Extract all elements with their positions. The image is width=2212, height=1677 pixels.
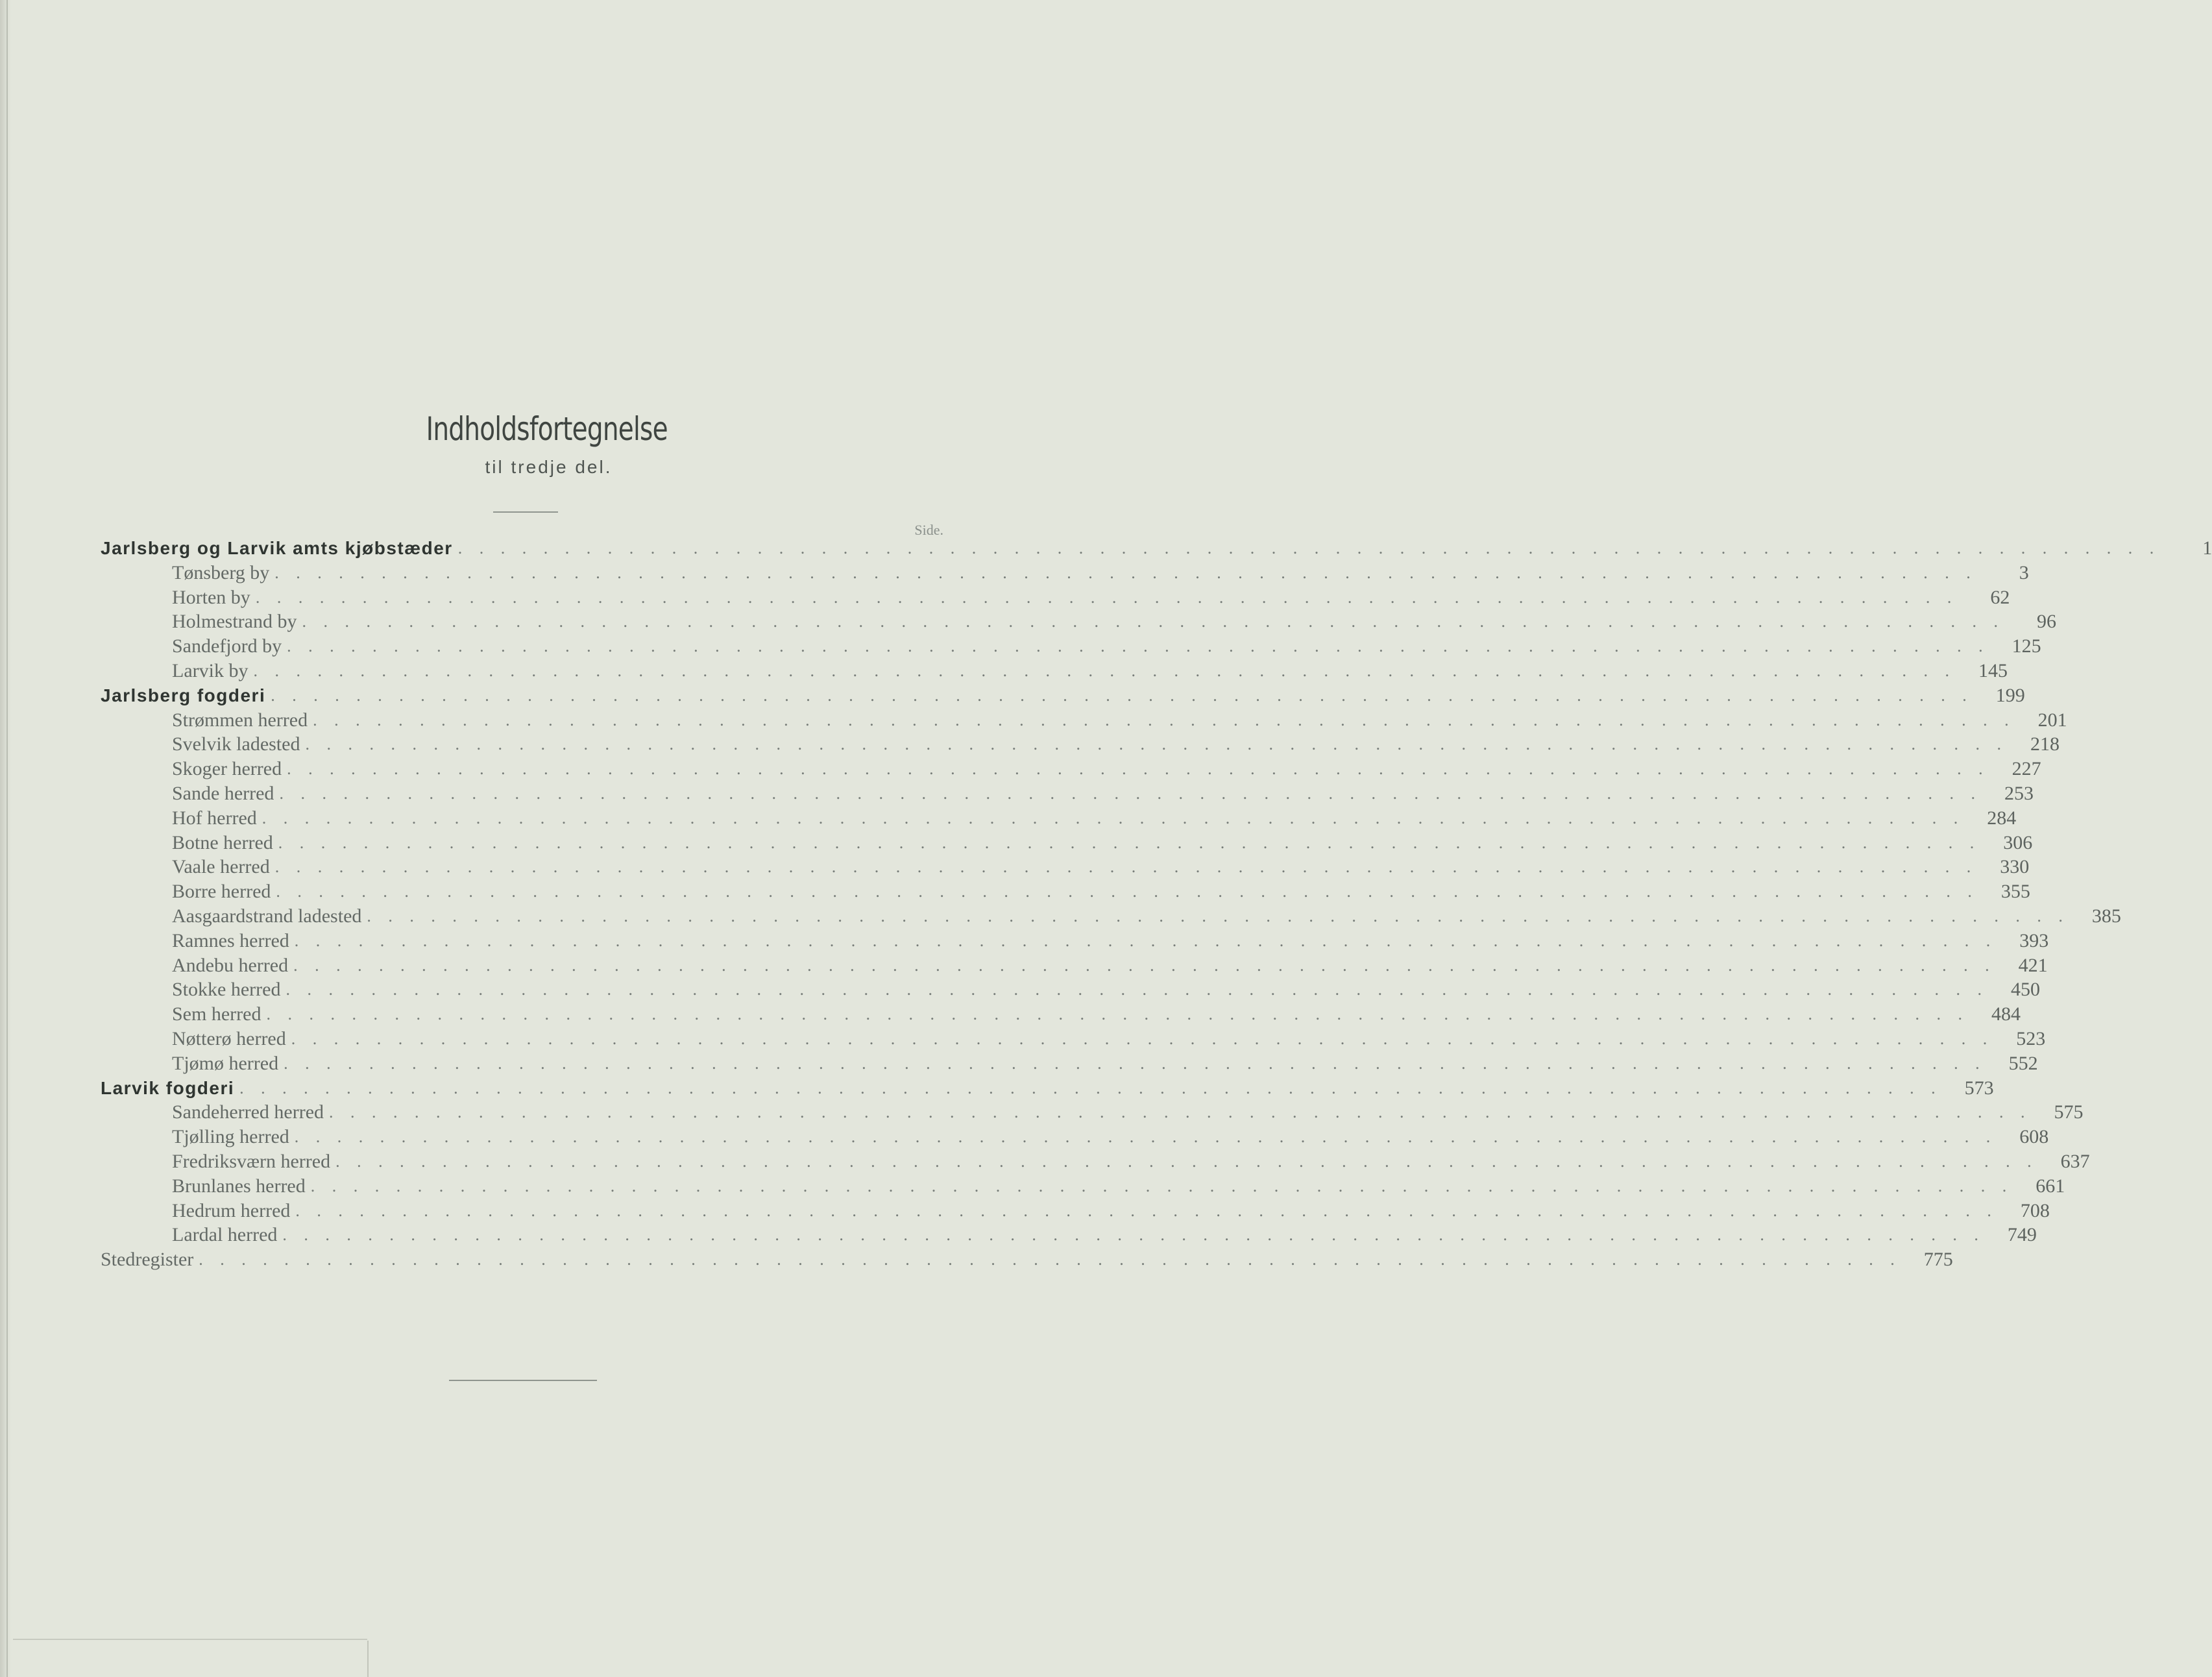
toc-leader-dots: . . . . . . . . . . . . . . . . . . . . . . . . . . . . . . . . . . . . . . . . . . . . . . . . . . . . . . . . . . . . . . . . . . . . . . . . . . . . . . . . <box>329 1103 2032 1122</box>
toc-entry-label: Sem herred <box>172 1003 261 1025</box>
toc-entry-label: Holmestrand by <box>172 611 297 633</box>
toc-leader-dots: . . . . . . . . . . . . . . . . . . . . . . . . . . . . . . . . . . . . . . . . . . . . . . . . . . . . . . . . . . . . . . . . . . . . . . . . . . . . . . . . <box>239 1078 1942 1097</box>
toc-leader-dots: . . . . . . . . . . . . . . . . . . . . . . . . . . . . . . . . . . . . . . . . . . . . . . . . . . . . . . . . . . . . . . . . . . . . . . . . . . . . . . . . <box>287 637 1989 656</box>
toc-entry <box>101 732 2060 757</box>
toc-entry-label: Ramnes herred <box>172 929 289 951</box>
toc-entry-page: 330 <box>2000 856 2030 878</box>
page-corner-edge <box>367 1641 369 1677</box>
toc-entry-page: 749 <box>2007 1224 2037 1246</box>
toc-entry-page: 218 <box>2030 733 2060 755</box>
toc-leader-dots: . . . . . . . . . . . . . . . . . . . . . . . . . . . . . . . . . . . . . . . . . . . . . . . . . . . . . . . . . . . . . . . . . . . . . . . . . . . . . . . . <box>279 783 1982 803</box>
toc-entry <box>101 953 2048 978</box>
toc-entry-label: Borre herred <box>172 881 271 903</box>
toc-entry-label: Svelvik ladested <box>172 733 300 755</box>
toc-entry <box>101 904 2121 929</box>
toc-entry-page: 421 <box>2018 954 2048 976</box>
toc-entry-page: 552 <box>2008 1052 2038 1074</box>
toc-leader-dots: . . . . . . . . . . . . . . . . . . . . . . . . . . . . . . . . . . . . . . . . . . . . . . . . . . . . . . . . . . . . . . . . . . . . . . . . . . . . . . . . <box>310 1176 2013 1195</box>
toc-entry-page: 201 <box>2037 709 2067 731</box>
toc-entry-label: Tønsberg by <box>172 561 270 583</box>
toc-entry <box>101 831 2033 855</box>
toc-entry <box>101 659 2008 683</box>
toc-leader-dots: . . . . . . . . . . . . . . . . . . . . . . . . . . . . . . . . . . . . . . . . . . . . . . . . . . . . . . . . . . . . . . . . . . . . . . . . . . . . . . . . <box>282 1225 1985 1245</box>
page-corner-line <box>13 1639 367 1640</box>
toc-entry-page: 484 <box>1991 1003 2021 1025</box>
toc-entry-label: Horten by <box>172 586 250 608</box>
toc-entry-page: 775 <box>1923 1249 1953 1271</box>
toc-leader-dots: . . . . . . . . . . . . . . . . . . . . . . . . . . . . . . . . . . . . . . . . . . . . . . . . . . . . . . . . . . . . . . . . . . . . . . . . . . . . . . . . <box>284 1053 1986 1073</box>
toc-entry <box>101 634 2041 659</box>
toc-leader-dots: . . . . . . . . . . . . . . . . . . . . . . . . . . . . . . . . . . . . . . . . . . . . . . . . . . . . . . . . . . . . . . . . . . . . . . . . . . . . . . . . <box>255 587 1958 607</box>
toc-entry-page: 608 <box>2019 1126 2049 1148</box>
toc-entry <box>101 781 2034 806</box>
toc-entry <box>101 1174 2065 1199</box>
toc-entry-label: Jarlsberg fogderi <box>101 685 266 705</box>
page-title: Indholdsfortegnelse <box>426 410 668 448</box>
toc-entry-label: Tjømø herred <box>172 1052 279 1074</box>
toc-entry-page: 253 <box>2004 782 2034 804</box>
toc-entry-page: 523 <box>2016 1027 2046 1049</box>
toc-entry-label: Sandeherred herred <box>172 1101 324 1123</box>
toc-entry <box>101 609 2056 634</box>
toc-entry-page: 355 <box>2000 881 2030 903</box>
toc-entry-page: 227 <box>2011 758 2041 780</box>
toc-entry-label: Skoger herred <box>172 758 282 780</box>
toc-entry-label: Nøtterø herred <box>172 1027 286 1049</box>
toc-entry-label: Larvik by <box>172 659 249 681</box>
toc-leader-dots: . . . . . . . . . . . . . . . . . . . . . . . . . . . . . . . . . . . . . . . . . . . . . . . . . . . . . . . . . . . . . . . . . . . . . . . . . . . . . . . . <box>291 1029 1994 1048</box>
page-column-header: Side. <box>914 522 943 538</box>
toc-leader-dots: . . . . . . . . . . . . . . . . . . . . . . . . . . . . . . . . . . . . . . . . . . . . . . . . . . . . . . . . . . . . . . . . . . . . . . . . . . . . . . . . <box>313 710 2015 729</box>
toc-leader-dots: . . . . . . . . . . . . . . . . . . . . . . . . . . . . . . . . . . . . . . . . . . . . . . . . . . . . . . . . . . . . . . . . . . . . . . . . . . . . . . . . <box>294 931 1997 950</box>
toc-entry <box>101 1027 2046 1051</box>
toc-entry <box>101 1223 2037 1247</box>
toc-entry-page: 145 <box>1978 659 2008 681</box>
toc-entry <box>101 1076 1994 1101</box>
binding-line <box>6 0 8 1677</box>
toc-entry-page: 385 <box>2091 905 2121 927</box>
toc-leader-dots: . . . . . . . . . . . . . . . . . . . . . . . . . . . . . . . . . . . . . . . . . . . . . . . . . . . . . . . . . . . . . . . . . . . . . . . . . . . . . . . . <box>305 735 2008 754</box>
toc-entry-page: 62 <box>1990 586 2010 608</box>
toc-entry <box>101 1149 2090 1174</box>
toc-entry <box>101 1199 2050 1223</box>
toc-entry-label: Andebu herred <box>172 954 289 976</box>
toc-entry-label: Lardal herred <box>172 1224 278 1246</box>
toc-entry-label: Botne herred <box>172 831 273 853</box>
toc-leader-dots: . . . . . . . . . . . . . . . . . . . . . . . . . . . . . . . . . . . . . . . . . . . . . . . . . . . . . . . . . . . . . . . . . . . . . . . . . . . . . . . . <box>287 759 1989 779</box>
toc-leader-dots: . . . . . . . . . . . . . . . . . . . . . . . . . . . . . . . . . . . . . . . . . . . . . . . . . . . . . . . . . . . . . . . . . . . . . . . . . . . . . . . . <box>457 539 2161 557</box>
toc-entry-label: Stokke herred <box>172 979 281 1001</box>
toc-entry-page: 661 <box>2036 1175 2065 1197</box>
toc-entry <box>101 683 2025 708</box>
toc-leader-dots: . . . . . . . . . . . . . . . . . . . . . . . . . . . . . . . . . . . . . . . . . . . . . . . . . . . . . . . . . . . . . . . . . . . . . . . . . . . . . . . . <box>294 1127 1997 1147</box>
toc-entry <box>101 585 2010 610</box>
toc-entry <box>101 536 2212 561</box>
toc-entry <box>101 1051 2038 1076</box>
toc-leader-dots: . . . . . . . . . . . . . . . . . . . . . . . . . . . . . . . . . . . . . . . . . . . . . . . . . . . . . . . . . . . . . . . . . . . . . . . . . . . . . . . . <box>302 612 2004 631</box>
toc-entry-label: Stedregister <box>101 1249 194 1271</box>
toc-leader-dots: . . . . . . . . . . . . . . . . . . . . . . . . . . . . . . . . . . . . . . . . . . . . . . . . . . . . . . . . . . . . . . . . . . . . . . . . . . . . . . . . <box>293 955 1996 975</box>
end-divider <box>449 1380 597 1381</box>
toc-entry <box>101 855 2030 879</box>
toc-leader-dots: . . . . . . . . . . . . . . . . . . . . . . . . . . . . . . . . . . . . . . . . . . . . . . . . . . . . . . . . . . . . . . . . . . . . . . . . . . . . . . . . <box>335 1151 2038 1171</box>
table-of-contents <box>101 536 2212 1272</box>
toc-entry-page: 637 <box>2060 1150 2090 1172</box>
toc-entry-label: Brunlanes herred <box>172 1175 306 1197</box>
toc-entry <box>101 1100 2084 1125</box>
toc-entry <box>101 1125 2049 1149</box>
toc-entry-page: 199 <box>1995 684 2025 706</box>
toc-entry-label: Hof herred <box>172 807 257 829</box>
toc-leader-dots: . . . . . . . . . . . . . . . . . . . . . . . . . . . . . . . . . . . . . . . . . . . . . . . . . . . . . . . . . . . . . . . . . . . . . . . . . . . . . . . . <box>261 808 1965 827</box>
toc-entry <box>101 879 2030 904</box>
page-edge <box>0 0 12 1677</box>
toc-entry <box>101 1002 2021 1027</box>
title-divider <box>493 511 558 513</box>
toc-entry-label: Larvik fogderi <box>101 1077 235 1098</box>
toc-entry <box>101 977 2040 1002</box>
toc-entry-label: Sandefjord by <box>172 635 282 657</box>
toc-leader-dots: . . . . . . . . . . . . . . . . . . . . . . . . . . . . . . . . . . . . . . . . . . . . . . . . . . . . . . . . . . . . . . . . . . . . . . . . . . . . . . . . <box>266 1005 1969 1024</box>
toc-entry-label: Vaale herred <box>172 856 270 878</box>
toc-entry-page: 96 <box>2036 611 2056 633</box>
toc-leader-dots: . . . . . . . . . . . . . . . . . . . . . . . . . . . . . . . . . . . . . . . . . . . . . . . . . . . . . . . . . . . . . . . . . . . . . . . . . . . . . . . . <box>271 685 1973 705</box>
toc-entry-page: 708 <box>2020 1199 2050 1221</box>
toc-entry-page: 1 <box>2202 537 2212 559</box>
toc-entry-page: 575 <box>2054 1101 2084 1123</box>
toc-entry-label: Jarlsberg og Larvik amts kjøbstæder <box>101 538 453 558</box>
toc-leader-dots: . . . . . . . . . . . . . . . . . . . . . . . . . . . . . . . . . . . . . . . . . . . . . . . . . . . . . . . . . . . . . . . . . . . . . . . . . . . . . . . . <box>274 857 1978 877</box>
toc-entry <box>101 806 2017 831</box>
toc-entry <box>101 757 2041 781</box>
toc-entry <box>101 929 2049 953</box>
toc-entry-label: Sande herred <box>172 782 274 804</box>
page-subtitle: til tredje del. <box>485 457 613 477</box>
toc-entry-page: 393 <box>2019 929 2049 951</box>
toc-leader-dots: . . . . . . . . . . . . . . . . . . . . . . . . . . . . . . . . . . . . . . . . . . . . . . . . . . . . . . . . . . . . . . . . . . . . . . . . . . . . . . . . <box>295 1201 1998 1220</box>
toc-leader-dots: . . . . . . . . . . . . . . . . . . . . . . . . . . . . . . . . . . . . . . . . . . . . . . . . . . . . . . . . . . . . . . . . . . . . . . . . . . . . . . . . <box>199 1250 1901 1269</box>
toc-entry-label: Hedrum herred <box>172 1199 291 1221</box>
toc-leader-dots: . . . . . . . . . . . . . . . . . . . . . . . . . . . . . . . . . . . . . . . . . . . . . . . . . . . . . . . . . . . . . . . . . . . . . . . . . . . . . . . . <box>253 661 1956 680</box>
toc-entry-page: 450 <box>2010 979 2040 1001</box>
toc-entry-label: Tjølling herred <box>172 1126 289 1148</box>
toc-leader-dots: . . . . . . . . . . . . . . . . . . . . . . . . . . . . . . . . . . . . . . . . . . . . . . . . . . . . . . . . . . . . . . . . . . . . . . . . . . . . . . . . <box>278 833 1981 852</box>
toc-leader-dots: . . . . . . . . . . . . . . . . . . . . . . . . . . . . . . . . . . . . . . . . . . . . . . . . . . . . . . . . . . . . . . . . . . . . . . . . . . . . . . . . <box>286 980 1988 999</box>
toc-entry <box>101 708 2067 733</box>
toc-leader-dots: . . . . . . . . . . . . . . . . . . . . . . . . . . . . . . . . . . . . . . . . . . . . . . . . . . . . . . . . . . . . . . . . . . . . . . . . . . . . . . . . <box>367 906 2069 925</box>
toc-leader-dots: . . . . . . . . . . . . . . . . . . . . . . . . . . . . . . . . . . . . . . . . . . . . . . . . . . . . . . . . . . . . . . . . . . . . . . . . . . . . . . . . <box>276 882 1978 901</box>
toc-leader-dots: . . . . . . . . . . . . . . . . . . . . . . . . . . . . . . . . . . . . . . . . . . . . . . . . . . . . . . . . . . . . . . . . . . . . . . . . . . . . . . . . <box>274 563 1977 582</box>
toc-entry-page: 573 <box>1964 1077 1994 1099</box>
toc-entry-label: Fredriksværn herred <box>172 1150 331 1172</box>
toc-entry-page: 3 <box>2019 561 2029 583</box>
toc-entry-label: Aasgaardstrand ladested <box>172 905 362 927</box>
toc-entry-page: 306 <box>2003 831 2033 853</box>
toc-entry-label: Strømmen herred <box>172 709 308 731</box>
toc-entry-page: 284 <box>1987 807 2017 829</box>
toc-entry <box>101 1247 1953 1272</box>
toc-entry <box>101 561 2029 585</box>
toc-entry-page: 125 <box>2011 635 2041 657</box>
